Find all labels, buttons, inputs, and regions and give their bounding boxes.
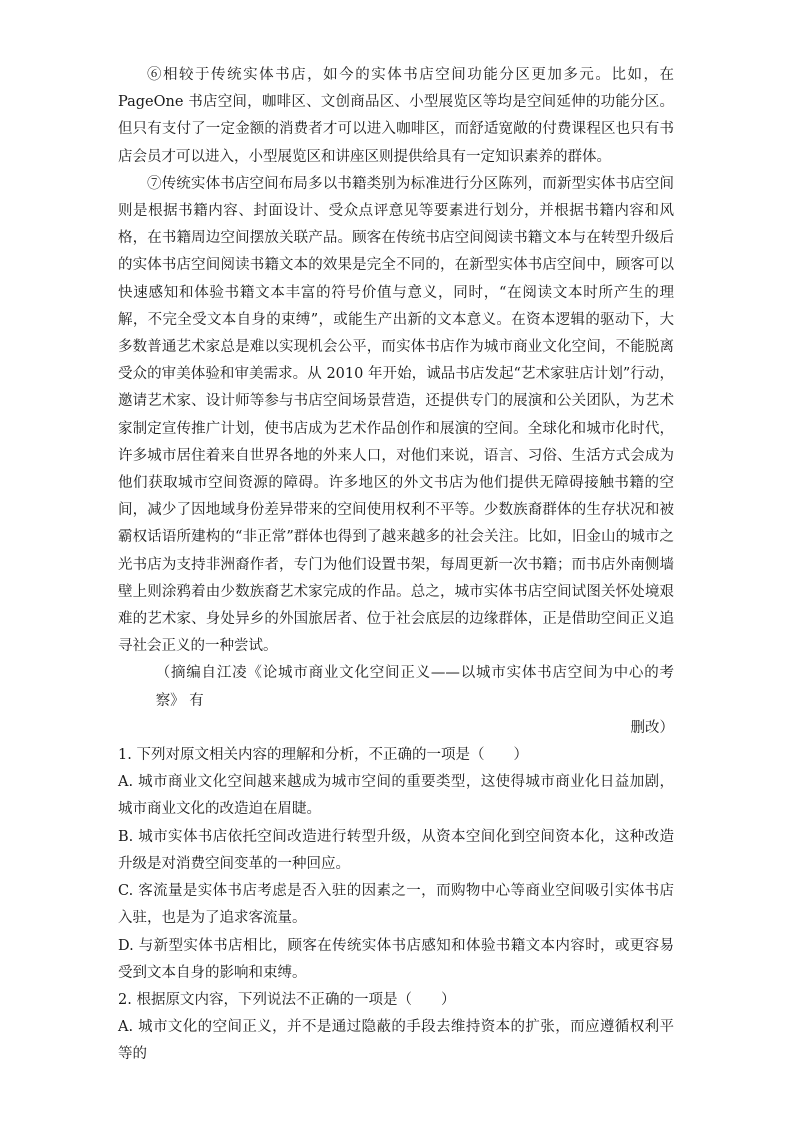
document-page xyxy=(118,62,674,1069)
paragraph-6: ⑥相较于传统实体书店，如今的实体书店空间功能分区更加多元。比如，在 PageOne 书店空间，咖啡区、文创商品区、小型展览区等均是空间延伸的功能分区。但只有支付了一定金额的消费者才可以进入咖啡区，而舒适宽敞的付费课程区也只有书店会员才可以进入，小型展览区和讲座区则提供给具有一定知识素养的群体。 xyxy=(118,67,674,165)
question-1-option-d: D. 与新型实体书店相比，顾客在传统实体书店感知和体验书籍文本内容时，或更容易受到文本自身的影响和束缚。 xyxy=(118,937,674,981)
source-citation-tail: 删改） xyxy=(630,719,674,736)
question-1-option-a: A. 城市商业文化空间越来越成为城市空间的重要类型，这使得城市商业化日益加剧，城市商业文化的改造迫在眉睫。 xyxy=(118,774,674,818)
question-1-option-c: C. 客流量是实体书店考虑是否入驻的因素之一，而购物中心等商业空间吸引实体书店入驻，也是为了追求客流量。 xyxy=(118,883,674,927)
paragraph-7: ⑦传统实体书店空间布局多以书籍类别为标准进行分区陈列，而新型实体书店空间则是根据书籍内容、封面设计、受众点评意见等要素进行划分，并根据书籍内容和风格，在书籍周边空间摆放关联产品。顾客在传统书店空间阅读书籍文本与在转型升级后的实体书店空间阅读书籍文本的效果是完全不同的，在新型实体书店空间中，顾客可以快速感知和体验书籍文本丰富的符号价值与意义，同时，“在阅读文本时所产生的理解，不完全受文本自身的束缚”，或能生产出新的文本意义。在资本逻辑的驱动下，大多数普通艺术家总是难以实现机会公平，而实体书店作为城市商业文化空间，不能脱离受众的审美体验和审美需求。从 2010 年开始，诚品书店发起“艺术家驻店计划”行动，邀请艺术家、设计师等参与书店空间场景营造，还提供专门的展演和公关团队，为艺术家制定宣传推广计划，使书店成为艺术作品创作和展演的空间。全球化和城市化时代，许多城市居住着来自世界各地的外来人口，对他们来说，语言、习俗、生活方式会成为他们获取城市空间资源的障碍。许多地区的外文书店为他们提供无障碍接触书籍的空间，减少了因地域身份差异带来的空间使用权利不平等。少数族裔群体的生存状况和被霸权话语所建构的“非正常”群体也得到了越来越多的社会关注。比如，旧金山的城市之光书店为支持非洲裔作者，专门为他们设置书架，每周更新一次书籍；而书店外南侧墙壁上则涂鸦着由少数族裔艺术家完成的作品。总之，城市实体书店空间试图关怀处境艰难的艺术家、身处异乡的外国旅居者、位于社会底层的边缘群体，正是借助空间正义追寻社会正义的一种尝试。 xyxy=(118,175,674,655)
source-citation: （摘编自江凌《论城市商业文化空间正义——以城市实体书店空间为中心的考察》 有 xyxy=(155,665,674,709)
question-2-stem: 2. 根据原文内容，下列说法不正确的一项是（ ） xyxy=(118,991,456,1008)
question-1-stem: 1. 下列对原文相关内容的理解和分析，不正确的一项是（ ） xyxy=(118,747,528,764)
question-1-option-b: B. 城市实体书店依托空间改造进行转型升级，从资本空间化到空间资本化，这种改造升级是对消费空间变革的一种回应。 xyxy=(118,828,674,872)
question-2-option-a: A. 城市文化的空间正义，并不是通过隐蔽的手段去维持资本的扩张，而应遵循权利平等的 xyxy=(118,1019,674,1063)
